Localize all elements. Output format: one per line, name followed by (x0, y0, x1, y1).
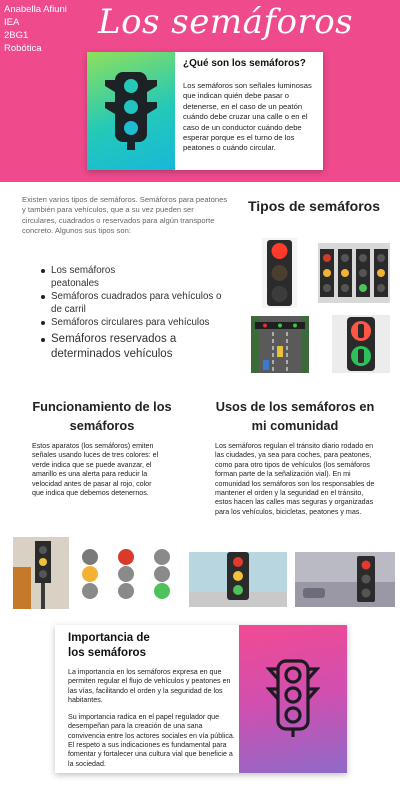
list-item: Semáforos circulares para vehículos (40, 317, 235, 330)
traffic-light-photo (262, 238, 297, 308)
functioning-body: Estos aparatos (los semáforos) emiten señales usando luces de tres colores: el verde indica que se puede avanzar, el amarillo es una alerta para reducir la velocidad antes de pasar al rojo, color que indica que debemos detenernos. (32, 442, 159, 498)
author-name: Anabella Afiuni (4, 4, 67, 15)
road-lanes-photo (251, 316, 309, 373)
colored-lights-photo (74, 543, 182, 605)
page-title: Los semáforos (98, 2, 354, 42)
importance-icon-box (239, 625, 347, 773)
types-description: Existen varios tipos de semáforos. Semáforos para peatones y también para vehículos, que a su vez pueden ser circulares, cuadrados o reservados para algún transporte concreto. Algunos sus tipos son: (22, 195, 228, 235)
author-subject: Robótica (4, 43, 42, 54)
intro-body: Los semáforos son señales luminosas que indican quién debe pasar o detenerse, en el caso de un peatón cuándo debe cruzar una calle o en el caso de un conductor cuándo debe esperar porque es el turno de los peatones o cuándo circular. (183, 81, 312, 153)
list-item: Semáforos cuadrados para vehículos o de carril (40, 291, 235, 316)
traffic-lights-group-photo (318, 243, 390, 303)
importance-card (55, 625, 347, 773)
city-traffic-light-photo (295, 552, 395, 607)
author-group: 2BG1 (4, 30, 29, 41)
intro-icon-box (87, 52, 175, 170)
uses-heading: Usos de los semáforos en mi comunidad (215, 399, 375, 433)
importance-paragraph-2: Su importancia radica en el papel regulador que desempeñan para la creación de una sana convivencia entre los actores sociales en vía pública. El respeto a sus indicaciones es fundamental para fomentar y fortalecer una cultura vial que beneficie a la sociedad. (68, 713, 235, 768)
traffic-light-icon (266, 659, 320, 739)
list-item: Los semáforos peatonales (40, 265, 120, 290)
author-info (4, 3, 67, 55)
types-list (40, 265, 235, 363)
author-school: IEA (4, 17, 20, 28)
sky-traffic-light-photo (189, 552, 287, 607)
importance-paragraph-1: La importancia en los semáforos expresa en que permiten regular el flujo de vehículos y peatones en las vías, facilitando el orden y la seguridad de los habitantes. (68, 668, 231, 704)
list-item: Semáforos reservados a determinados vehículos (40, 332, 235, 362)
importance-heading: Importancia de los semáforos (68, 632, 150, 659)
uses-body: Los semáforos regulan el tránsito diario rodado en las ciudades, ya sea para coches, para peatones, como para otro tipos de vehículos (los semáforos forman parte de la señalización vial). En mi comunidad los semáforos son los responsables de mantener el orden y la seguridad en el tránsito, estos hacen las calles mas seguras y organizadas para los vehículos, bicicletas, peatones y mas. (215, 442, 375, 516)
traffic-light-icon (105, 72, 157, 150)
pedestrian-light-photo (332, 315, 390, 373)
intro-question: ¿Qué son los semáforos? (183, 58, 306, 69)
functioning-heading: Funcionamiento de los semáforos (32, 399, 172, 433)
intro-card (87, 52, 323, 170)
types-heading: Tipos de semáforos (247, 198, 380, 214)
street-traffic-light-photo (13, 537, 69, 609)
